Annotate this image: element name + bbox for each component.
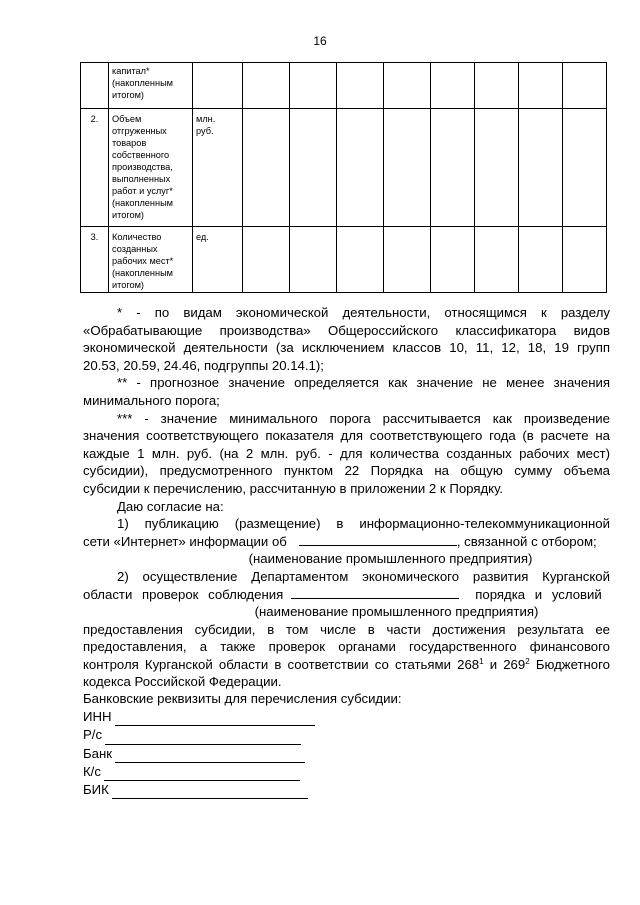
footnotes [83, 304, 610, 691]
bank-details [83, 690, 402, 799]
indicator-name: капитал* (накопленным итогом) [109, 63, 193, 109]
consent-continuation-line: контроля Курганской области в соответствии со статьями $268^1$ и $269^2$ Бюджетного [83, 656, 610, 672]
indicator-name: Количество созданных рабочих мест* (накопленным итогом) [109, 227, 193, 293]
unit-cell [193, 63, 243, 109]
indicators-table [80, 62, 607, 293]
company-name-blank [299, 533, 457, 546]
footnote-3-line: субсидии), предусмотренного пунктом 22 Порядка на общую сумму объема [83, 463, 610, 479]
footnote-3-line: значения соответствующего показателя для соответствующего года (в расчете на [83, 428, 610, 444]
footnote-1-line: «Обрабатывающие производства» Общероссийского классификатора видов [83, 322, 610, 338]
bank-details-title: Банковские реквизиты для перечисления субсидии: [83, 690, 402, 706]
bank-field: Банк [83, 745, 402, 763]
footnote-2-line: ** - прогнозное значение определяется как значение не менее значения [117, 375, 610, 391]
indicator-name: Объем отгруженных товаров собственного производства, выполненных работ и услуг* (накопленным итогом) [109, 109, 193, 227]
consent-item-1-line: 1) публикацию (размещение) в информационно-телекоммуникационной [117, 516, 610, 532]
page-number: 16 [313, 34, 327, 48]
footnote-3-line: *** - значение минимального порога рассчитывается как произведение [117, 410, 610, 426]
unit-cell: млн. руб. [193, 109, 243, 227]
footnote-1-line: экономической деятельности (за исключением классов 10, 11, 12, 18, 19 групп [83, 340, 610, 356]
consent-continuation-line: кодекса Российской Федерации. [83, 674, 282, 690]
consent-continuation-line: предоставления субсидии, в том числе в части достижения результата ее [83, 621, 610, 637]
company-name-blank [291, 586, 459, 599]
rs-field: Р/с [83, 726, 402, 744]
consent-item-2-line: 2) осуществление Департаментом экономического развития Курганской [117, 568, 610, 584]
bik-field: БИК [83, 781, 402, 799]
ks-blank [104, 768, 300, 781]
ks-field: К/с [83, 763, 402, 781]
table-row [81, 109, 607, 227]
consent-intro: Даю согласие на: [117, 498, 224, 514]
rs-blank [105, 732, 301, 745]
consent-item-1-line: сети «Интернет» информации об , связанной с отбором; [83, 533, 597, 549]
inn-field: ИНН [83, 708, 402, 726]
footnote-2-line: минимального порога; [83, 392, 220, 408]
table-row [81, 63, 607, 109]
footnote-3-line: субсидии к перечислению, рассчитанную в приложении 2 к Порядку. [83, 480, 504, 496]
footnote-3-line: каждые 1 млн. руб. (на 2 млн. руб. - для количества созданных рабочих мест) [83, 445, 610, 461]
blank-caption: (наименование промышленного предприятия) [248, 551, 533, 567]
row-number [81, 63, 109, 109]
row-number: 2. [81, 109, 109, 227]
bik-blank [112, 786, 308, 799]
row-number: 3. [81, 227, 109, 293]
footnote-1-line: 20.53, 20.59, 24.46, подгруппы 20.14.1); [83, 357, 324, 373]
table-row [81, 227, 607, 293]
inn-blank [115, 713, 315, 726]
footnote-1-line: * - по видам экономической деятельности, относящимся к разделу [117, 305, 610, 320]
consent-continuation-line: предоставления, а также проверок органами государственного финансового [83, 639, 610, 655]
blank-caption: (наименование промышленного предприятия) [254, 604, 539, 620]
consent-item-2-line: области проверок соблюдения порядка и условий [83, 586, 602, 602]
unit-cell: ед. [193, 227, 243, 293]
bank-blank [115, 750, 305, 763]
